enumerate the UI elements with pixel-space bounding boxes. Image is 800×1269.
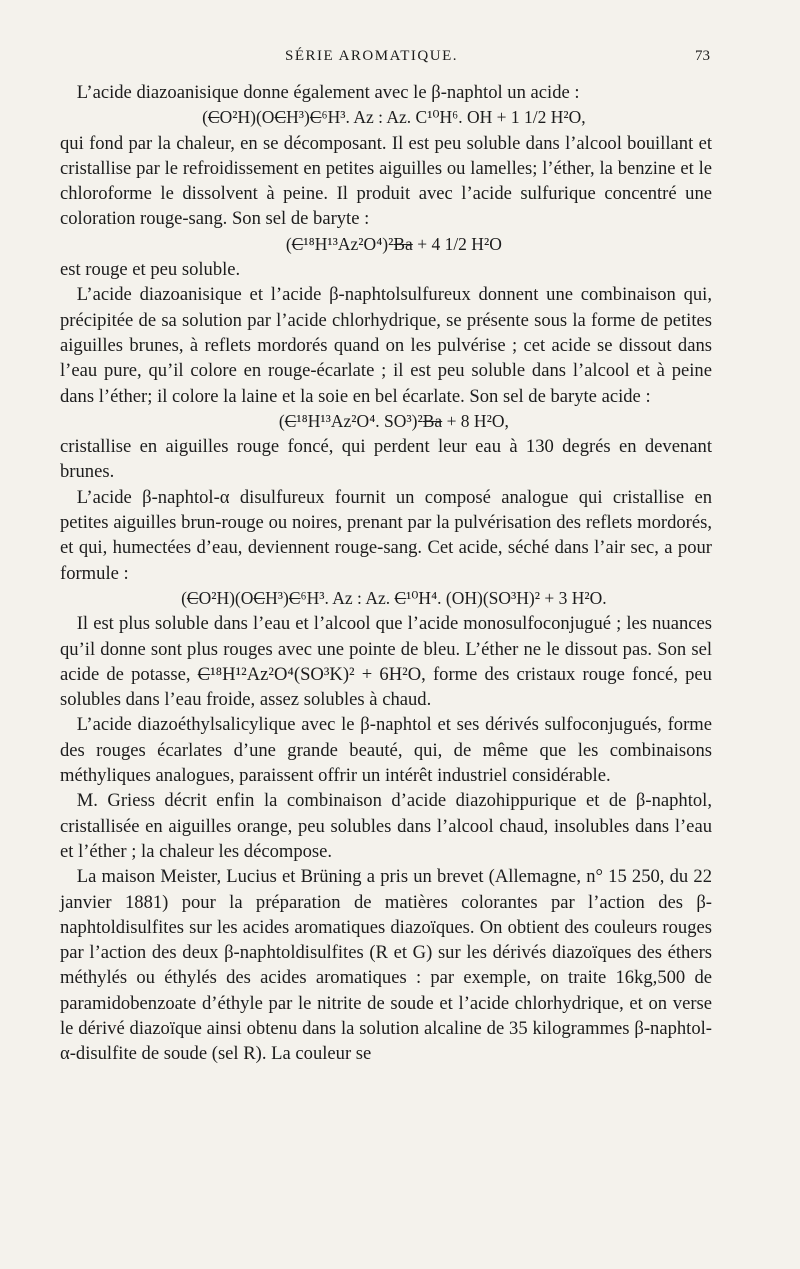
chemical-formula: (CO²H)(OCH³)C⁶H³. Az : Az. C¹⁰H⁶. OH + 1 1/2 H²O,: [202, 107, 586, 128]
body-text: [60, 80, 712, 1067]
paragraph: La maison Meister, Lucius et Brüning a pris un brevet (Allemagne, n° 15 250, du 22 janvier 1881) pour la préparation de matières colorantes par l’action des β-naphtoldisulfites sur les acides aromatiques diazoïques. On obtient des couleurs rouges par l’action des deux β-naphtoldisulfites (R et G) sur les dérivés diazoïques des éthers méthylés ou éthylés des acides aromatiques : par exemple, on traite 16kg,500 de paramidobenzoate d’éthyle par le nitrite de soude et l’acide chlorhydrique, et on verse le dérivé diazoïque ainsi obtenu dans la solution alcaline de 35 kilogrammes β-naphtol-α-disulfite de soude (sel R). La couleur se: [60, 866, 712, 1065]
chemical-formula: (C¹⁸H¹³Az²O⁴. SO³)²Ba + 8 H²O,: [278, 410, 509, 431]
page-header: [60, 48, 710, 74]
paragraph: M. Griess décrit enfin la combinaison d’acide diazohippurique et de β-naphtol, cristallisée en aiguilles orange, peu solubles dans l’alcool chaud, insolubles dans l’eau et l’éther ; la chaleur les décompose.: [60, 790, 712, 862]
paragraph: L’acide β-naphtol-α disulfureux fournit un composé analogue qui cristallise en petites aiguilles brun-rouge ou noires, prenant par la pulvérisation des reflets mordorés, et qui, humectées d’eau, deviennent rouge-sang. Cet acide, séché dans l’air sec, a pour formule :: [60, 486, 712, 584]
paragraph: L’acide diazoanisique et l’acide β-naphtolsulfureux donnent une combinaison qui, précipitée de sa solution par l’acide chlorhydrique, se présente sous la forme de petites aiguilles brunes, à reflets mordorés quand on les pulvérise ; cet acide se dissout dans l’eau pure, qu’il colore en rouge-écarlate ; il est peu soluble dans l’alcool et à peine dans l’éther; il colore la laine et la soie en bel écarlate. Son sel de baryte acide :: [60, 284, 712, 407]
page-number: 73: [695, 48, 710, 64]
paragraph: L’acide diazoéthylsalicylique avec le β-naphtol et ses dérivés sulfoconjugués, forme des rouges écarlates d’une grande beauté, qui, de même que les combinaisons méthyliques analogues, paraissent offrir un intérêt industriel considérable.: [60, 714, 712, 787]
paragraph: qui fond par la chaleur, en se décomposant. Il est peu soluble dans l’alcool bouillant et cristallise par le refroidissement en petites aiguilles ou lamelles; l’éther, la benzine et le chloroforme le dissolvent à peine. Il produit avec l’acide sulfurique concentré une coloration rouge-sang. Son sel de baryte :: [60, 132, 712, 230]
paragraph: Il est plus soluble dans l’eau et l’alcool que l’acide monosulfoconjugué ; les nuances qu’il donne sont plus rouges avec une pointe de bleu. L’éther ne le dissout pas. Son sel acide de potasse, C¹⁸H¹²Az²O⁴(SO³K)² + 6H²O, forme des cristaux rouge foncé, peu solubles dans l’eau froide, assez solubles à chaud.: [60, 613, 712, 711]
running-title: SÉRIE AROMATIQUE.: [285, 48, 459, 64]
chemical-formula: (CO²H)(OCH³)C⁶H³. Az : Az. C¹⁰H⁴. (OH)(SO³H)² + 3 H²O.: [181, 587, 607, 608]
paragraph: L’acide diazoanisique donne également avec le β-naphtol un acide :: [76, 82, 580, 103]
paragraph: cristallise en aiguilles rouge foncé, qui perdent leur eau à 130 degrés en devenant brunes.: [60, 436, 712, 483]
chemical-formula: (C¹⁸H¹³Az²O⁴)²Ba + 4 1/2 H²O: [285, 233, 502, 254]
paragraph: est rouge et peu soluble.: [60, 259, 241, 281]
